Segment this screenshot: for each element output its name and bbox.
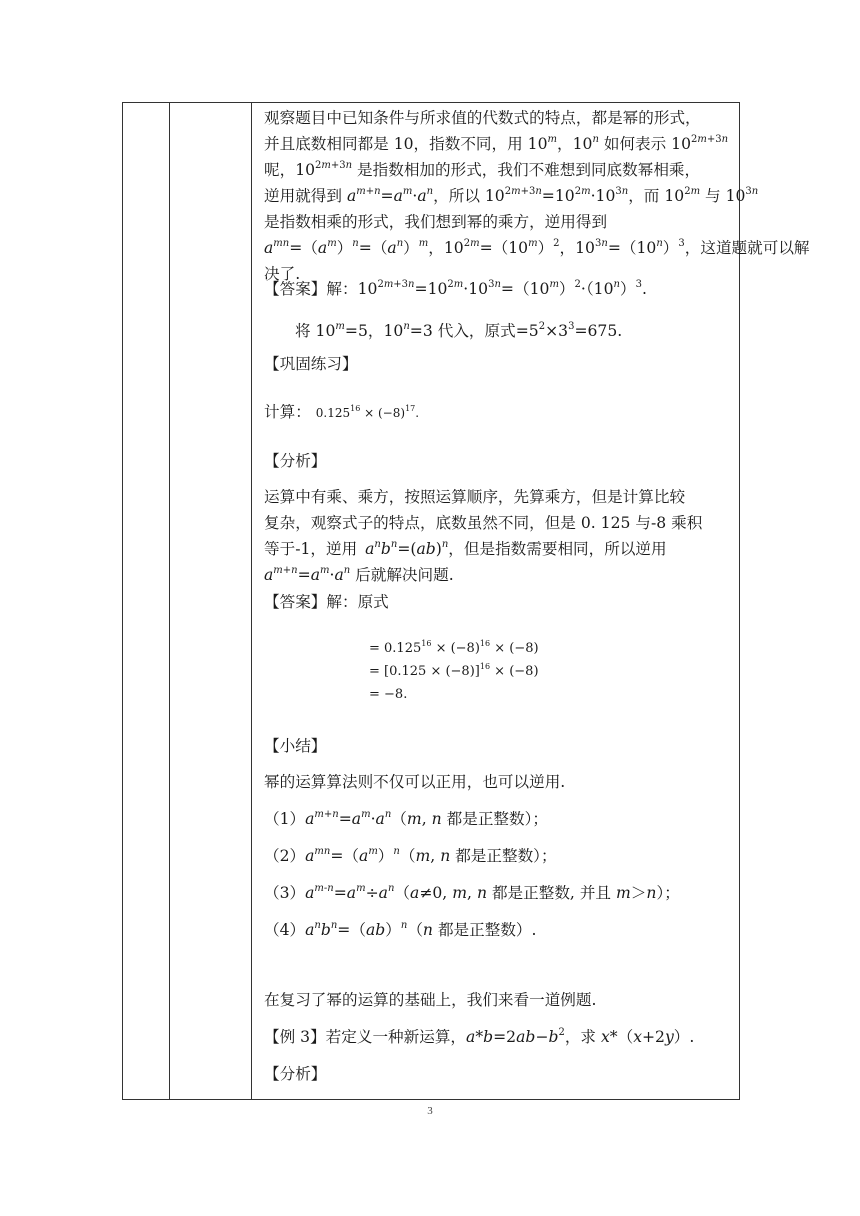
lesson-table — [122, 102, 810, 1100]
practice-question: 计算： $0.125^{16} \times (-8)^{17}$. — [264, 403, 420, 421]
answer-label: 【答案】 — [264, 593, 327, 611]
analysis-heading: 【分析】 — [264, 452, 327, 470]
example-label: 【例 3】 — [264, 1028, 326, 1046]
summary-intro: 幂的运算算法则不仅可以正用，也可以逆用. — [264, 773, 566, 791]
content-cell — [259, 103, 810, 1099]
text-line: 呢，$10^{2m+3n}$ 是指数相加的形式，我们不难想到同底数幂相乘， — [264, 159, 701, 179]
text-line: 复杂，观察式子的特点，底数虽然不同，但是 0. 125 与-8 乘积 — [264, 514, 703, 532]
analysis-heading: 【分析】 — [264, 1065, 327, 1083]
text-line: 等于-1，逆用 $a^nb^n=(ab)^n$，但是指数需要相同，所以逆用 — [264, 538, 667, 558]
answer-label: 【答案】 — [264, 280, 327, 298]
analysis-paragraph — [264, 105, 810, 287]
text-line: 逆用就得到 $a^{m+n}=a^m\cdot a^n$，所以 $10^{2m+3n}=10^{2m}\cdot 10^{3n}$，而 $10^{2m}$ 与 $10^{3n}$ — [264, 185, 759, 205]
summary-heading: 【小结】 — [264, 737, 327, 755]
text-line: 并且底数相同都是 10，指数不同，用 10$^m$，10$^n$ 如何表示 $10^{2m+3n}$ — [264, 133, 729, 153]
example-question: 【例 3】若定义一种新运算，$a*b=2ab-b^2$，求 x*（x+2y）. — [264, 1026, 695, 1046]
summary-rule: $(1)a^{m+n}=a^m\cdot a^n(m$, n 都是正整数）； — [264, 808, 548, 828]
text-line: 观察题目中已知条件与所求值的代数式的特点，都是幂的形式， — [264, 109, 701, 127]
text-line: $a^{mn}=(a^m)^n=(a^n)^m$，$10^{2m}=(10^m)^2$，$10^{3n}=(10^n)^3$，这道题就可以解 — [264, 237, 810, 257]
text-line: $a^{m+n}=a^m\cdot a^n$ 后就解决问题. — [264, 564, 454, 584]
solution-step: = −8. — [369, 687, 408, 702]
solution-steps — [369, 637, 731, 706]
answer-block — [264, 276, 731, 344]
text-line: 【答案】解：$10^{2m+3n}=10^{2m}\cdot 10^{3n}=(10^m)^2\cdot(10^n)^3$. — [264, 278, 647, 298]
analysis-paragraph — [264, 484, 731, 588]
text-line: 是指数相乘的形式，我们想到幂的乘方，逆用得到 — [264, 213, 608, 231]
summary-rule: $(2)a^{mn}=(a^m)^n(m$, n 都是正整数）； — [264, 845, 557, 865]
solution-step: = $[0.125 \times (-8)]^{16} \times (-8)$ — [369, 661, 539, 679]
text-line: 决了. — [264, 265, 301, 283]
page-number: 3 — [427, 1105, 433, 1117]
table-column-divider — [251, 103, 252, 1099]
summary-rule: $(3)a^{m-n}=a^m\div a^n(a\ne 0$, m, n 都是正整数, 并且 m＞n）； — [264, 882, 680, 902]
summary-rule: $(4)a^nb^n=(ab)^n(n$ 都是正整数）. — [264, 919, 537, 939]
practice-heading: 【巩固练习】 — [264, 355, 358, 373]
answer-block: 【答案】解：原式 — [264, 593, 389, 611]
example-intro: 在复习了幂的运算的基础上，我们来看一道例题. — [264, 991, 597, 1009]
text-line: 运算中有乘、乘方，按照运算顺序，先算乘方，但是计算比较 — [264, 488, 686, 506]
table-column-divider — [169, 103, 170, 1099]
text-line: 将 $10^m=5$，$10^n=3$ 代入，原式$=5^2\times 3^3=675$. — [295, 320, 623, 340]
solution-step: = $0.125^{16} \times (-8)^{16} \times (-8)$ — [369, 638, 539, 656]
